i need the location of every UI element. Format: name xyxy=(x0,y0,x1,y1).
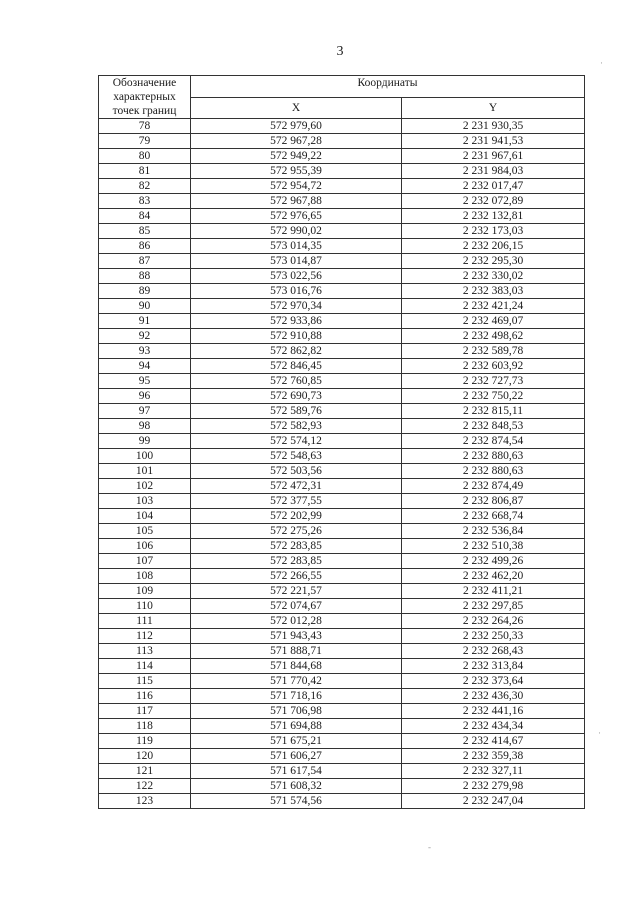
y-coordinate-cell: 2 232 264,26 xyxy=(402,614,585,629)
table-row xyxy=(99,509,585,524)
point-number-cell: 112 xyxy=(99,629,191,644)
point-number-cell: 93 xyxy=(99,344,191,359)
point-number-cell: 84 xyxy=(99,209,191,224)
x-coordinate-cell: 571 943,43 xyxy=(191,629,402,644)
point-number-cell: 117 xyxy=(99,704,191,719)
x-coordinate-cell: 572 979,60 xyxy=(191,119,402,134)
point-number-cell: 85 xyxy=(99,224,191,239)
y-coordinate-cell: 2 231 984,03 xyxy=(402,164,585,179)
table-row xyxy=(99,674,585,689)
x-coordinate-cell: 572 574,12 xyxy=(191,434,402,449)
x-coordinate-cell: 571 844,68 xyxy=(191,659,402,674)
table-row xyxy=(99,569,585,584)
point-number-cell: 81 xyxy=(99,164,191,179)
x-coordinate-cell: 572 949,22 xyxy=(191,149,402,164)
x-coordinate-cell: 573 014,87 xyxy=(191,254,402,269)
header-y: Y xyxy=(402,97,585,119)
y-coordinate-cell: 2 232 874,54 xyxy=(402,434,585,449)
table-row xyxy=(99,599,585,614)
table-row xyxy=(99,434,585,449)
table-row xyxy=(99,764,585,779)
coordinates-table xyxy=(98,75,585,809)
y-coordinate-cell: 2 232 327,11 xyxy=(402,764,585,779)
x-coordinate-cell: 571 770,42 xyxy=(191,674,402,689)
x-coordinate-cell: 571 718,16 xyxy=(191,689,402,704)
table-row xyxy=(99,524,585,539)
point-number-cell: 120 xyxy=(99,749,191,764)
x-coordinate-cell: 571 606,27 xyxy=(191,749,402,764)
point-number-cell: 80 xyxy=(99,149,191,164)
point-number-cell: 104 xyxy=(99,509,191,524)
table-row xyxy=(99,389,585,404)
y-coordinate-cell: 2 232 603,92 xyxy=(402,359,585,374)
table-row xyxy=(99,449,585,464)
point-number-cell: 96 xyxy=(99,389,191,404)
table-row xyxy=(99,629,585,644)
table-row xyxy=(99,119,585,134)
y-coordinate-cell: 2 232 727,73 xyxy=(402,374,585,389)
table-row xyxy=(99,539,585,554)
header-point-designation: Обозначение характерных точек границ xyxy=(99,76,191,119)
x-coordinate-cell: 572 910,88 xyxy=(191,329,402,344)
point-number-cell: 118 xyxy=(99,719,191,734)
x-coordinate-cell: 571 888,71 xyxy=(191,644,402,659)
point-number-cell: 101 xyxy=(99,464,191,479)
table-row xyxy=(99,314,585,329)
point-number-cell: 82 xyxy=(99,179,191,194)
x-coordinate-cell: 571 617,54 xyxy=(191,764,402,779)
point-number-cell: 97 xyxy=(99,404,191,419)
x-coordinate-cell: 571 608,32 xyxy=(191,779,402,794)
table-row xyxy=(99,644,585,659)
point-number-cell: 119 xyxy=(99,734,191,749)
x-coordinate-cell: 572 275,26 xyxy=(191,524,402,539)
x-coordinate-cell: 572 012,28 xyxy=(191,614,402,629)
scan-speck: · xyxy=(600,58,603,68)
point-number-cell: 121 xyxy=(99,764,191,779)
y-coordinate-cell: 2 232 510,38 xyxy=(402,539,585,554)
y-coordinate-cell: 2 232 206,15 xyxy=(402,239,585,254)
point-number-cell: 94 xyxy=(99,359,191,374)
point-number-cell: 110 xyxy=(99,599,191,614)
table-row xyxy=(99,689,585,704)
y-coordinate-cell: 2 232 536,84 xyxy=(402,524,585,539)
y-coordinate-cell: 2 232 017,47 xyxy=(402,179,585,194)
point-number-cell: 115 xyxy=(99,674,191,689)
point-number-cell: 87 xyxy=(99,254,191,269)
table-row xyxy=(99,554,585,569)
y-coordinate-cell: 2 232 247,04 xyxy=(402,794,585,809)
x-coordinate-cell: 572 967,88 xyxy=(191,194,402,209)
y-coordinate-cell: 2 231 967,61 xyxy=(402,149,585,164)
y-coordinate-cell: 2 232 848,53 xyxy=(402,419,585,434)
y-coordinate-cell: 2 232 173,03 xyxy=(402,224,585,239)
y-coordinate-cell: 2 232 668,74 xyxy=(402,509,585,524)
y-coordinate-cell: 2 232 297,85 xyxy=(402,599,585,614)
table-row xyxy=(99,494,585,509)
y-coordinate-cell: 2 232 815,11 xyxy=(402,404,585,419)
point-number-cell: 114 xyxy=(99,659,191,674)
table-row xyxy=(99,779,585,794)
point-number-cell: 106 xyxy=(99,539,191,554)
point-number-cell: 83 xyxy=(99,194,191,209)
x-coordinate-cell: 572 933,86 xyxy=(191,314,402,329)
x-coordinate-cell: 572 221,57 xyxy=(191,584,402,599)
table-row xyxy=(99,479,585,494)
table-body xyxy=(99,119,585,809)
y-coordinate-cell: 2 232 469,07 xyxy=(402,314,585,329)
table-row xyxy=(99,614,585,629)
table-row xyxy=(99,299,585,314)
point-number-cell: 99 xyxy=(99,434,191,449)
table-row xyxy=(99,794,585,809)
x-coordinate-cell: 571 706,98 xyxy=(191,704,402,719)
x-coordinate-cell: 571 694,88 xyxy=(191,719,402,734)
x-coordinate-cell: 573 022,56 xyxy=(191,269,402,284)
y-coordinate-cell: 2 232 411,21 xyxy=(402,584,585,599)
table-row xyxy=(99,239,585,254)
table-row xyxy=(99,359,585,374)
point-number-cell: 100 xyxy=(99,449,191,464)
point-number-cell: 113 xyxy=(99,644,191,659)
y-coordinate-cell: 2 232 421,24 xyxy=(402,299,585,314)
table-row xyxy=(99,134,585,149)
y-coordinate-cell: 2 232 359,38 xyxy=(402,749,585,764)
x-coordinate-cell: 572 582,93 xyxy=(191,419,402,434)
y-coordinate-cell: 2 232 498,62 xyxy=(402,329,585,344)
point-number-cell: 122 xyxy=(99,779,191,794)
table-row xyxy=(99,269,585,284)
table-row xyxy=(99,164,585,179)
table-row xyxy=(99,464,585,479)
y-coordinate-cell: 2 232 750,22 xyxy=(402,389,585,404)
point-number-cell: 78 xyxy=(99,119,191,134)
point-number-cell: 116 xyxy=(99,689,191,704)
point-number-cell: 86 xyxy=(99,239,191,254)
y-coordinate-cell: 2 232 806,87 xyxy=(402,494,585,509)
point-number-cell: 90 xyxy=(99,299,191,314)
y-coordinate-cell: 2 232 436,30 xyxy=(402,689,585,704)
table-row xyxy=(99,194,585,209)
table-row xyxy=(99,254,585,269)
table-row xyxy=(99,404,585,419)
y-coordinate-cell: 2 232 250,33 xyxy=(402,629,585,644)
y-coordinate-cell: 2 232 499,26 xyxy=(402,554,585,569)
y-coordinate-cell: 2 232 279,98 xyxy=(402,779,585,794)
y-coordinate-cell: 2 232 880,63 xyxy=(402,464,585,479)
x-coordinate-cell: 572 955,39 xyxy=(191,164,402,179)
x-coordinate-cell: 572 976,65 xyxy=(191,209,402,224)
y-coordinate-cell: 2 232 313,84 xyxy=(402,659,585,674)
table-row xyxy=(99,704,585,719)
point-number-cell: 105 xyxy=(99,524,191,539)
header-x: X xyxy=(191,97,402,119)
point-number-cell: 98 xyxy=(99,419,191,434)
x-coordinate-cell: 572 266,55 xyxy=(191,569,402,584)
x-coordinate-cell: 572 990,02 xyxy=(191,224,402,239)
x-coordinate-cell: 572 548,63 xyxy=(191,449,402,464)
table-row xyxy=(99,659,585,674)
table-row xyxy=(99,344,585,359)
table-row xyxy=(99,734,585,749)
y-coordinate-cell: 2 232 132,81 xyxy=(402,209,585,224)
x-coordinate-cell: 572 283,85 xyxy=(191,539,402,554)
point-number-cell: 103 xyxy=(99,494,191,509)
table-row xyxy=(99,584,585,599)
x-coordinate-cell: 572 862,82 xyxy=(191,344,402,359)
point-number-cell: 108 xyxy=(99,569,191,584)
x-coordinate-cell: 572 283,85 xyxy=(191,554,402,569)
table-row xyxy=(99,374,585,389)
point-number-cell: 102 xyxy=(99,479,191,494)
scan-speck: · xyxy=(598,728,601,738)
x-coordinate-cell: 572 472,31 xyxy=(191,479,402,494)
table-row xyxy=(99,149,585,164)
y-coordinate-cell: 2 232 880,63 xyxy=(402,449,585,464)
point-number-cell: 111 xyxy=(99,614,191,629)
point-number-cell: 107 xyxy=(99,554,191,569)
table-row xyxy=(99,749,585,764)
table-row xyxy=(99,209,585,224)
table-row xyxy=(99,329,585,344)
x-coordinate-cell: 572 503,56 xyxy=(191,464,402,479)
y-coordinate-cell: 2 232 874,49 xyxy=(402,479,585,494)
y-coordinate-cell: 2 232 295,30 xyxy=(402,254,585,269)
point-number-cell: 95 xyxy=(99,374,191,389)
table-row xyxy=(99,719,585,734)
x-coordinate-cell: 573 014,35 xyxy=(191,239,402,254)
scan-speck: - xyxy=(428,842,431,852)
table-row xyxy=(99,284,585,299)
table-row xyxy=(99,224,585,239)
x-coordinate-cell: 572 760,85 xyxy=(191,374,402,389)
y-coordinate-cell: 2 232 589,78 xyxy=(402,344,585,359)
y-coordinate-cell: 2 232 434,34 xyxy=(402,719,585,734)
y-coordinate-cell: 2 232 414,67 xyxy=(402,734,585,749)
y-coordinate-cell: 2 231 930,35 xyxy=(402,119,585,134)
point-number-cell: 123 xyxy=(99,794,191,809)
x-coordinate-cell: 571 675,21 xyxy=(191,734,402,749)
page-number: 3 xyxy=(336,44,344,59)
y-coordinate-cell: 2 231 941,53 xyxy=(402,134,585,149)
point-number-cell: 89 xyxy=(99,284,191,299)
x-coordinate-cell: 572 970,34 xyxy=(191,299,402,314)
x-coordinate-cell: 572 074,67 xyxy=(191,599,402,614)
x-coordinate-cell: 572 589,76 xyxy=(191,404,402,419)
table-header-row xyxy=(99,76,585,98)
x-coordinate-cell: 572 690,73 xyxy=(191,389,402,404)
x-coordinate-cell: 572 967,28 xyxy=(191,134,402,149)
table-row xyxy=(99,419,585,434)
y-coordinate-cell: 2 232 441,16 xyxy=(402,704,585,719)
point-number-cell: 91 xyxy=(99,314,191,329)
y-coordinate-cell: 2 232 462,20 xyxy=(402,569,585,584)
point-number-cell: 109 xyxy=(99,584,191,599)
x-coordinate-cell: 572 954,72 xyxy=(191,179,402,194)
point-number-cell: 88 xyxy=(99,269,191,284)
point-number-cell: 92 xyxy=(99,329,191,344)
y-coordinate-cell: 2 232 072,89 xyxy=(402,194,585,209)
x-coordinate-cell: 572 377,55 xyxy=(191,494,402,509)
header-coordinates: Координаты xyxy=(191,76,585,98)
point-number-cell: 79 xyxy=(99,134,191,149)
x-coordinate-cell: 572 202,99 xyxy=(191,509,402,524)
y-coordinate-cell: 2 232 330,02 xyxy=(402,269,585,284)
x-coordinate-cell: 572 846,45 xyxy=(191,359,402,374)
y-coordinate-cell: 2 232 373,64 xyxy=(402,674,585,689)
y-coordinate-cell: 2 232 383,03 xyxy=(402,284,585,299)
x-coordinate-cell: 571 574,56 xyxy=(191,794,402,809)
x-coordinate-cell: 573 016,76 xyxy=(191,284,402,299)
table-row xyxy=(99,179,585,194)
y-coordinate-cell: 2 232 268,43 xyxy=(402,644,585,659)
